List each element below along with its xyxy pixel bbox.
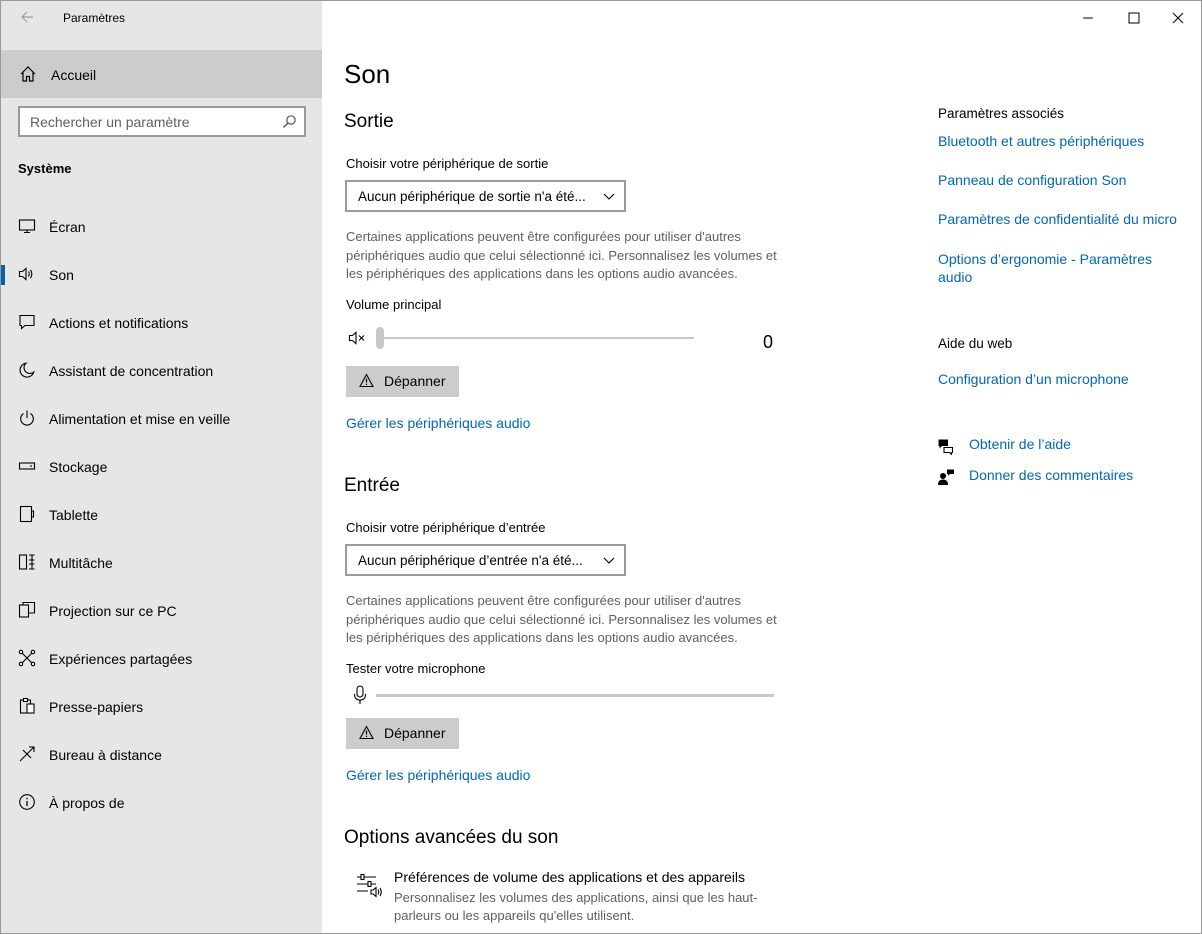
volume-slider-track[interactable] (377, 337, 694, 339)
sidebar-item-label: Projection sur ce PC (49, 603, 177, 619)
page-title: Son (344, 59, 391, 89)
app-title: Paramètres (63, 11, 126, 25)
sidebar-item-label: Bureau à distance (49, 747, 162, 763)
clipboard-icon (18, 697, 36, 715)
sidebar-item-label: À propos de (49, 795, 125, 811)
sound-control-panel-link[interactable]: Panneau de configuration Son (938, 172, 1127, 188)
test-microphone-label: Tester votre microphone (346, 661, 486, 676)
sidebar-item-projection[interactable] (1, 587, 322, 635)
output-device-dropdown[interactable] (345, 180, 626, 212)
sidebar-item-son[interactable] (1, 251, 322, 299)
main-content (322, 1, 1202, 934)
output-device-label: Choisir votre périphérique de sortie (346, 156, 549, 171)
manage-output-devices-link[interactable]: Gérer les périphériques audio (346, 415, 531, 431)
sidebar-item-label: Stockage (49, 459, 108, 475)
home-icon (19, 65, 37, 83)
sidebar-section-title: Système (18, 161, 72, 176)
sidebar-item-label: Multitâche (49, 555, 113, 571)
sidebar-item-multitache[interactable] (1, 539, 322, 587)
active-indicator (1, 265, 5, 285)
sidebar-item-presse-papiers[interactable] (1, 683, 322, 731)
sidebar-item-label: Actions et notifications (49, 315, 189, 331)
input-device-value: Aucun périphérique d’entrée n'a été... (358, 553, 583, 568)
sidebar-item-actions-notifications[interactable] (1, 299, 322, 347)
speaker-icon (18, 265, 36, 283)
microphone-privacy-link[interactable]: Paramètres de confidentialité du micro (938, 211, 1177, 227)
projection-icon (18, 601, 36, 619)
chevron-down-icon (603, 555, 615, 565)
sidebar-item-label: Son (49, 267, 74, 283)
microphone-icon (353, 685, 367, 705)
mixer-icon (356, 873, 384, 899)
app-volume-title: Préférences de volume des applications et des appareils (394, 869, 745, 885)
input-device-label: Choisir votre périphérique d’entrée (346, 520, 546, 535)
sidebar-item-a-propos[interactable] (1, 779, 322, 827)
warning-icon (359, 725, 374, 740)
sidebar-item-experiences-partagees[interactable] (1, 635, 322, 683)
search-box[interactable] (18, 106, 306, 137)
output-heading: Sortie (344, 111, 394, 132)
get-help-link[interactable]: Obtenir de l’aide (969, 436, 1071, 452)
sidebar-item-label: Alimentation et mise en veille (49, 411, 231, 427)
troubleshoot-label: Dépanner (384, 373, 446, 389)
related-settings-heading: Paramètres associés (938, 106, 1065, 121)
master-volume-label: Volume principal (346, 297, 442, 312)
sidebar (1, 1, 322, 934)
info-icon (18, 793, 36, 811)
feedback-person-icon (937, 468, 955, 486)
shared-icon (18, 649, 36, 667)
sidebar-item-label: Tablette (49, 507, 99, 523)
search-input[interactable] (20, 108, 275, 135)
power-icon (18, 409, 36, 427)
arrow-left-icon (18, 7, 38, 27)
search-icon[interactable] (282, 114, 297, 129)
sidebar-item-label: Presse-papiers (49, 699, 144, 715)
bluetooth-devices-link[interactable]: Bluetooth et autres périphériques (938, 133, 1145, 149)
chevron-down-icon (603, 191, 615, 201)
help-chat-icon (937, 437, 955, 455)
remote-desktop-icon (18, 745, 36, 763)
output-troubleshoot-button[interactable] (346, 366, 459, 397)
speaker-muted-icon[interactable] (348, 329, 368, 347)
app-volume-description: Personnalisez les volumes des applications, ainsi que les haut-parleurs ou les appareils qu'elles utilisent. (394, 890, 758, 923)
notification-icon (18, 313, 36, 331)
monitor-icon (18, 217, 36, 235)
volume-slider-thumb[interactable] (376, 327, 384, 349)
back-button[interactable] (18, 7, 38, 27)
sidebar-item-tablette[interactable] (1, 491, 322, 539)
web-help-heading: Aide du web (938, 336, 1013, 351)
sidebar-item-assistant-concentration[interactable] (1, 347, 322, 395)
sidebar-home-label: Accueil (51, 67, 97, 83)
output-description: Certaines applications peuvent être configurées pour utiliser d'autres périphériques audio que celui sélectionné ici. Personnalisez les volumes et les périphériques des applications dans les options audio avancées. (346, 229, 777, 281)
troubleshoot-label: Dépanner (384, 725, 446, 741)
sidebar-item-label: Expériences partagées (49, 651, 193, 667)
warning-icon (359, 373, 374, 388)
output-device-value: Aucun périphérique de sortie n'a été... (358, 189, 586, 204)
input-description: Certaines applications peuvent être configurées pour utiliser d'autres périphériques audio que celui sélectionné ici. Personnalisez les volumes et les périphériques des applications dans les options audio avancées. (346, 593, 777, 645)
sidebar-item-label: Écran (49, 219, 86, 235)
sidebar-item-bureau-distance[interactable] (1, 731, 322, 779)
sidebar-item-ecran[interactable] (1, 203, 322, 251)
ease-of-access-audio-link[interactable]: Options d’ergonomie - Paramètres audio (938, 251, 1152, 285)
input-device-dropdown[interactable] (345, 544, 626, 576)
feedback-link[interactable]: Donner des commentaires (969, 467, 1134, 483)
moon-icon (18, 361, 36, 379)
microphone-setup-link[interactable]: Configuration d’un microphone (938, 371, 1129, 387)
sidebar-item-stockage[interactable] (1, 443, 322, 491)
input-troubleshoot-button[interactable] (346, 718, 459, 749)
sidebar-item-alimentation[interactable] (1, 395, 322, 443)
microphone-level-bar (376, 694, 774, 697)
advanced-heading: Options avancées du son (344, 827, 559, 848)
tablet-icon (18, 505, 36, 523)
storage-icon (18, 457, 36, 475)
sidebar-item-label: Assistant de concentration (49, 363, 214, 379)
sidebar-home[interactable] (1, 50, 322, 98)
input-heading: Entrée (344, 475, 400, 496)
volume-value: 0 (763, 332, 774, 352)
multitask-icon (18, 553, 36, 571)
manage-input-devices-link[interactable]: Gérer les périphériques audio (346, 767, 531, 783)
